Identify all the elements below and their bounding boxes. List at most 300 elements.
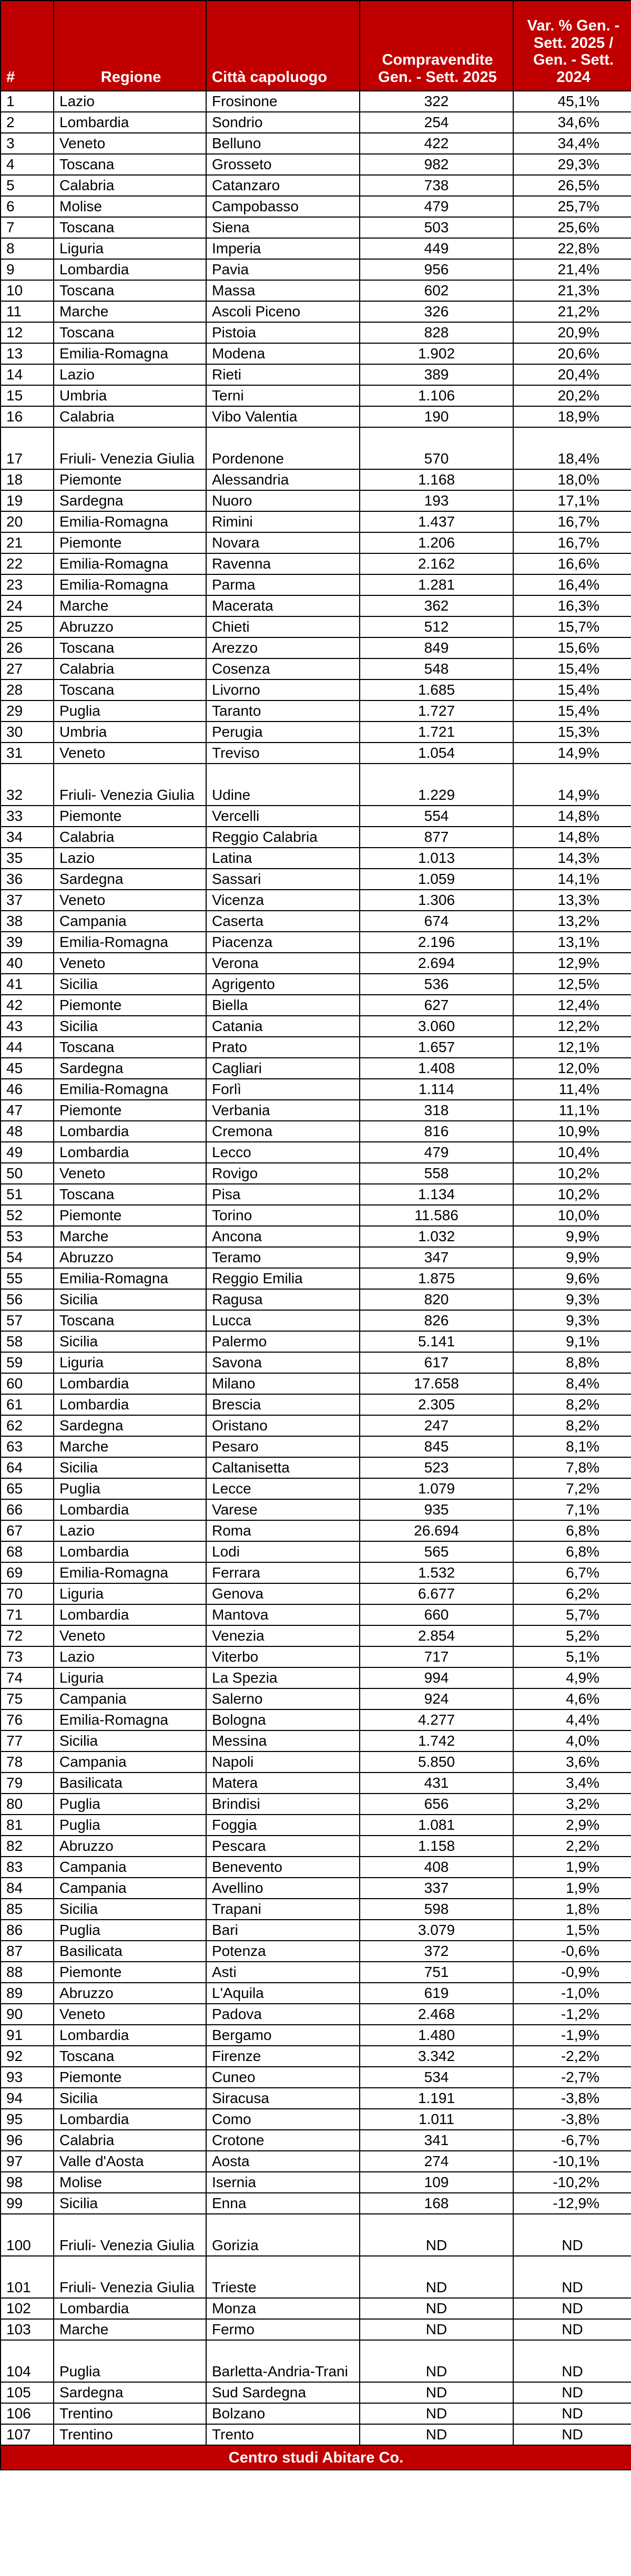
row-variation: 12,1% <box>513 1037 631 1058</box>
row-sales: 372 <box>360 1941 513 1962</box>
table-row <box>1 911 631 932</box>
row-variation: 12,4% <box>513 995 631 1016</box>
row-region: Emilia-Romagna <box>54 343 206 364</box>
table-row <box>1 1751 631 1773</box>
row-sales: 1.054 <box>360 743 513 764</box>
row-city: Rimini <box>206 511 360 532</box>
row-variation: 25,7% <box>513 196 631 217</box>
row-sales: 1.081 <box>360 1815 513 1836</box>
row-index: 65 <box>1 1478 54 1499</box>
row-index: 17 <box>1 427 54 469</box>
row-variation: 1,8% <box>513 1899 631 1920</box>
row-region: Toscana <box>54 322 206 343</box>
row-sales: 341 <box>360 2130 513 2151</box>
row-variation: 3,4% <box>513 1773 631 1794</box>
row-region: Abruzzo <box>54 1247 206 1268</box>
row-city: Trapani <box>206 1899 360 1920</box>
row-index: 93 <box>1 2067 54 2088</box>
row-region: Sicilia <box>54 1899 206 1920</box>
row-region: Abruzzo <box>54 1836 206 1857</box>
row-region: Emilia-Romagna <box>54 553 206 574</box>
row-city: Brindisi <box>206 1794 360 1815</box>
row-variation: 9,3% <box>513 1289 631 1310</box>
row-city: Sud Sardegna <box>206 2382 360 2403</box>
row-variation: 15,3% <box>513 722 631 743</box>
table-row <box>1 196 631 217</box>
row-sales: 674 <box>360 911 513 932</box>
row-variation: 9,1% <box>513 1331 631 1352</box>
row-sales: 1.685 <box>360 679 513 700</box>
table-row <box>1 1121 631 1142</box>
row-index: 50 <box>1 1163 54 1184</box>
row-city: Grosseto <box>206 154 360 175</box>
row-city: Biella <box>206 995 360 1016</box>
row-index: 71 <box>1 1604 54 1625</box>
row-region: Sardegna <box>54 869 206 890</box>
table-row <box>1 1815 631 1836</box>
row-index: 55 <box>1 1268 54 1289</box>
row-index: 53 <box>1 1226 54 1247</box>
row-sales: 956 <box>360 259 513 280</box>
row-variation: -0,9% <box>513 1962 631 1983</box>
row-region: Marche <box>54 595 206 616</box>
table-row <box>1 1058 631 1079</box>
row-city: La Spezia <box>206 1667 360 1688</box>
table-row <box>1 112 631 133</box>
row-region: Sicilia <box>54 974 206 995</box>
row-region: Sicilia <box>54 1730 206 1751</box>
row-index: 43 <box>1 1016 54 1037</box>
row-sales: 1.079 <box>360 1478 513 1499</box>
row-region: Campania <box>54 1878 206 1899</box>
table-row <box>1 1730 631 1751</box>
row-region: Piemonte <box>54 1205 206 1226</box>
row-city: Catania <box>206 1016 360 1037</box>
row-index: 81 <box>1 1815 54 1836</box>
row-index: 103 <box>1 2319 54 2340</box>
row-region: Lombardia <box>54 2298 206 2319</box>
header-index: # <box>1 1 54 91</box>
row-region: Lombardia <box>54 1499 206 1520</box>
row-index: 28 <box>1 679 54 700</box>
row-sales: 449 <box>360 238 513 259</box>
row-region: Calabria <box>54 406 206 427</box>
row-sales: 2.305 <box>360 1394 513 1415</box>
table-row <box>1 953 631 974</box>
row-city: Bergamo <box>206 2025 360 2046</box>
row-city: Mantova <box>206 1604 360 1625</box>
row-variation: 21,2% <box>513 301 631 322</box>
row-index: 46 <box>1 1079 54 1100</box>
table-row <box>1 406 631 427</box>
row-variation: 5,7% <box>513 1604 631 1625</box>
table-row <box>1 2025 631 2046</box>
row-sales: 1.408 <box>360 1058 513 1079</box>
row-index: 52 <box>1 1205 54 1226</box>
table-row <box>1 1100 631 1121</box>
row-index: 30 <box>1 722 54 743</box>
row-city: Novara <box>206 532 360 553</box>
row-city: Pordenone <box>206 427 360 469</box>
table-row <box>1 1667 631 1688</box>
table-row <box>1 1941 631 1962</box>
row-region: Umbria <box>54 385 206 406</box>
row-region: Marche <box>54 2319 206 2340</box>
row-city: Trieste <box>206 2256 360 2298</box>
row-sales: 3.342 <box>360 2046 513 2067</box>
row-variation: 20,6% <box>513 343 631 364</box>
row-city: Lecco <box>206 1142 360 1163</box>
row-region: Veneto <box>54 1163 206 1184</box>
row-variation: 16,7% <box>513 532 631 553</box>
row-region: Toscana <box>54 1310 206 1331</box>
row-index: 39 <box>1 932 54 953</box>
row-sales: 826 <box>360 1310 513 1331</box>
row-index: 97 <box>1 2151 54 2172</box>
row-index: 82 <box>1 1836 54 1857</box>
row-city: Monza <box>206 2298 360 2319</box>
row-index: 83 <box>1 1857 54 1878</box>
row-city: Genova <box>206 1583 360 1604</box>
row-region: Molise <box>54 2172 206 2193</box>
row-index: 75 <box>1 1688 54 1709</box>
table-row <box>1 1520 631 1541</box>
row-sales: 11.586 <box>360 1205 513 1226</box>
table-row <box>1 2382 631 2403</box>
table-row <box>1 932 631 953</box>
row-sales: 479 <box>360 1142 513 1163</box>
row-city: Cagliari <box>206 1058 360 1079</box>
row-region: Puglia <box>54 1920 206 1941</box>
row-variation: 15,4% <box>513 658 631 679</box>
row-region: Lombardia <box>54 1394 206 1415</box>
row-city: Cosenza <box>206 658 360 679</box>
row-index: 11 <box>1 301 54 322</box>
row-city: Venezia <box>206 1625 360 1646</box>
row-region: Piemonte <box>54 2067 206 2088</box>
row-region: Piemonte <box>54 1962 206 1983</box>
row-index: 19 <box>1 490 54 511</box>
row-region: Liguria <box>54 1583 206 1604</box>
row-region: Basilicata <box>54 1941 206 1962</box>
table-row <box>1 1184 631 1205</box>
row-sales: 617 <box>360 1352 513 1373</box>
table-row <box>1 1625 631 1646</box>
row-city: Varese <box>206 1499 360 1520</box>
row-city: Modena <box>206 343 360 364</box>
table-row <box>1 259 631 280</box>
row-region: Piemonte <box>54 806 206 827</box>
row-variation: 2,9% <box>513 1815 631 1836</box>
row-index: 92 <box>1 2046 54 2067</box>
row-city: Messina <box>206 1730 360 1751</box>
row-index: 47 <box>1 1100 54 1121</box>
row-index: 86 <box>1 1920 54 1941</box>
row-index: 14 <box>1 364 54 385</box>
row-index: 100 <box>1 2214 54 2256</box>
table-row <box>1 1962 631 1983</box>
row-index: 37 <box>1 890 54 911</box>
row-variation: 6,7% <box>513 1562 631 1583</box>
table-row <box>1 1079 631 1100</box>
row-index: 58 <box>1 1331 54 1352</box>
row-index: 4 <box>1 154 54 175</box>
row-variation: 14,8% <box>513 827 631 848</box>
row-region: Valle d'Aosta <box>54 2151 206 2172</box>
table-row <box>1 1037 631 1058</box>
row-variation: 4,9% <box>513 1667 631 1688</box>
row-index: 54 <box>1 1247 54 1268</box>
table-row <box>1 553 631 574</box>
row-sales: 816 <box>360 1121 513 1142</box>
row-variation: ND <box>513 2403 631 2424</box>
row-sales: 523 <box>360 1457 513 1478</box>
table-row <box>1 1394 631 1415</box>
row-region: Trentino <box>54 2424 206 2445</box>
table-row <box>1 848 631 869</box>
row-city: Barletta-Andria-Trani <box>206 2340 360 2382</box>
row-sales: 479 <box>360 196 513 217</box>
row-city: Aosta <box>206 2151 360 2172</box>
row-city: Fermo <box>206 2319 360 2340</box>
row-region: Campania <box>54 1751 206 1773</box>
row-sales: 1.532 <box>360 1562 513 1583</box>
row-index: 51 <box>1 1184 54 1205</box>
row-sales: 1.013 <box>360 848 513 869</box>
row-region: Toscana <box>54 154 206 175</box>
row-sales: 717 <box>360 1646 513 1667</box>
row-sales: 558 <box>360 1163 513 1184</box>
row-city: L'Aquila <box>206 1983 360 2004</box>
row-sales: 877 <box>360 827 513 848</box>
row-index: 12 <box>1 322 54 343</box>
row-index: 67 <box>1 1520 54 1541</box>
row-region: Sardegna <box>54 2382 206 2403</box>
row-region: Emilia-Romagna <box>54 1079 206 1100</box>
row-index: 88 <box>1 1962 54 1983</box>
row-index: 40 <box>1 953 54 974</box>
row-variation: -1,9% <box>513 2025 631 2046</box>
table-row <box>1 637 631 658</box>
row-region: Emilia-Romagna <box>54 1562 206 1583</box>
row-sales: 570 <box>360 427 513 469</box>
row-city: Imperia <box>206 238 360 259</box>
row-variation: -6,7% <box>513 2130 631 2151</box>
row-sales: 1.480 <box>360 2025 513 2046</box>
row-region: Veneto <box>54 2004 206 2025</box>
row-index: 59 <box>1 1352 54 1373</box>
row-sales: ND <box>360 2340 513 2382</box>
row-sales: 2.694 <box>360 953 513 974</box>
row-sales: 1.229 <box>360 764 513 806</box>
row-city: Vibo Valentia <box>206 406 360 427</box>
table-row <box>1 280 631 301</box>
table-row <box>1 995 631 1016</box>
row-region: Friuli- Venezia Giulia <box>54 764 206 806</box>
table-row <box>1 1289 631 1310</box>
row-variation: ND <box>513 2319 631 2340</box>
table-row <box>1 2067 631 2088</box>
row-region: Liguria <box>54 238 206 259</box>
row-region: Lombardia <box>54 259 206 280</box>
table-row <box>1 1478 631 1499</box>
row-city: Agrigento <box>206 974 360 995</box>
table-row <box>1 2109 631 2130</box>
row-city: Reggio Emilia <box>206 1268 360 1289</box>
row-variation: 14,9% <box>513 764 631 806</box>
row-city: Roma <box>206 1520 360 1541</box>
row-city: Lecce <box>206 1478 360 1499</box>
row-index: 23 <box>1 574 54 595</box>
row-region: Lombardia <box>54 2109 206 2130</box>
row-index: 106 <box>1 2403 54 2424</box>
row-sales: 422 <box>360 133 513 154</box>
row-index: 32 <box>1 764 54 806</box>
row-sales: 1.059 <box>360 869 513 890</box>
table-row <box>1 2088 631 2109</box>
header-sales: Compravendite Gen. - Sett. 2025 <box>360 1 513 91</box>
row-city: Teramo <box>206 1247 360 1268</box>
row-variation: -0,6% <box>513 1941 631 1962</box>
table-row <box>1 2151 631 2172</box>
row-region: Veneto <box>54 953 206 974</box>
row-index: 90 <box>1 2004 54 2025</box>
row-city: Crotone <box>206 2130 360 2151</box>
table-row <box>1 2319 631 2340</box>
row-region: Sardegna <box>54 1058 206 1079</box>
row-variation: ND <box>513 2382 631 2403</box>
row-city: Rieti <box>206 364 360 385</box>
row-region: Lombardia <box>54 1373 206 1394</box>
table-row <box>1 427 631 469</box>
row-variation: 16,6% <box>513 553 631 574</box>
row-region: Friuli- Venezia Giulia <box>54 2256 206 2298</box>
row-region: Lazio <box>54 848 206 869</box>
row-region: Toscana <box>54 280 206 301</box>
table-row <box>1 1836 631 1857</box>
row-city: Verbania <box>206 1100 360 1121</box>
row-region: Abruzzo <box>54 1983 206 2004</box>
row-variation: 21,4% <box>513 259 631 280</box>
table-row <box>1 1646 631 1667</box>
table-row <box>1 364 631 385</box>
row-index: 20 <box>1 511 54 532</box>
row-sales: 168 <box>360 2193 513 2214</box>
row-index: 36 <box>1 869 54 890</box>
table-row <box>1 1163 631 1184</box>
row-sales: 1.657 <box>360 1037 513 1058</box>
row-region: Marche <box>54 1226 206 1247</box>
row-variation: 14,9% <box>513 743 631 764</box>
row-sales: 5.850 <box>360 1751 513 1773</box>
table-row <box>1 743 631 764</box>
row-variation: 18,9% <box>513 406 631 427</box>
row-sales: 17.658 <box>360 1373 513 1394</box>
row-region: Piemonte <box>54 469 206 490</box>
row-city: Parma <box>206 574 360 595</box>
row-city: Pisa <box>206 1184 360 1205</box>
row-city: Salerno <box>206 1688 360 1709</box>
row-region: Sicilia <box>54 2088 206 2109</box>
row-sales: 751 <box>360 1962 513 1983</box>
row-city: Avellino <box>206 1878 360 1899</box>
row-index: 45 <box>1 1058 54 1079</box>
row-city: Sassari <box>206 869 360 890</box>
row-index: 24 <box>1 595 54 616</box>
row-variation: 11,4% <box>513 1079 631 1100</box>
row-sales: 1.191 <box>360 2088 513 2109</box>
row-index: 15 <box>1 385 54 406</box>
table-row <box>1 1415 631 1436</box>
row-index: 49 <box>1 1142 54 1163</box>
row-sales: 1.306 <box>360 890 513 911</box>
row-index: 29 <box>1 700 54 722</box>
row-region: Liguria <box>54 1667 206 1688</box>
row-city: Livorno <box>206 679 360 700</box>
row-index: 105 <box>1 2382 54 2403</box>
row-sales: 337 <box>360 1878 513 1899</box>
row-city: Isernia <box>206 2172 360 2193</box>
row-city: Chieti <box>206 616 360 637</box>
row-sales: 2.196 <box>360 932 513 953</box>
row-variation: 3,2% <box>513 1794 631 1815</box>
row-index: 44 <box>1 1037 54 1058</box>
row-variation: 20,4% <box>513 364 631 385</box>
row-region: Sardegna <box>54 490 206 511</box>
row-region: Piemonte <box>54 995 206 1016</box>
row-index: 13 <box>1 343 54 364</box>
row-sales: 1.206 <box>360 532 513 553</box>
row-city: Perugia <box>206 722 360 743</box>
row-variation: 29,3% <box>513 154 631 175</box>
table-row <box>1 385 631 406</box>
row-index: 76 <box>1 1709 54 1730</box>
row-city: Oristano <box>206 1415 360 1436</box>
table-row <box>1 2256 631 2298</box>
row-sales: 3.079 <box>360 1920 513 1941</box>
row-index: 102 <box>1 2298 54 2319</box>
row-region: Lombardia <box>54 1541 206 1562</box>
row-city: Rovigo <box>206 1163 360 1184</box>
row-variation: 9,9% <box>513 1226 631 1247</box>
row-city: Como <box>206 2109 360 2130</box>
row-sales: 1.875 <box>360 1268 513 1289</box>
row-sales: 247 <box>360 1415 513 1436</box>
row-region: Veneto <box>54 743 206 764</box>
row-variation: 1,5% <box>513 1920 631 1941</box>
row-sales: 254 <box>360 112 513 133</box>
row-variation: 13,3% <box>513 890 631 911</box>
row-city: Latina <box>206 848 360 869</box>
row-sales: ND <box>360 2382 513 2403</box>
row-variation: 4,6% <box>513 1688 631 1709</box>
row-index: 99 <box>1 2193 54 2214</box>
row-city: Udine <box>206 764 360 806</box>
table-row <box>1 1899 631 1920</box>
row-index: 9 <box>1 259 54 280</box>
row-city: Prato <box>206 1037 360 1058</box>
row-index: 25 <box>1 616 54 637</box>
row-sales: 190 <box>360 406 513 427</box>
table-row <box>1 827 631 848</box>
row-variation: ND <box>513 2214 631 2256</box>
row-variation: 15,4% <box>513 679 631 700</box>
row-sales: ND <box>360 2256 513 2298</box>
table-row <box>1 595 631 616</box>
row-region: Toscana <box>54 1037 206 1058</box>
row-city: Cremona <box>206 1121 360 1142</box>
row-sales: 994 <box>360 1667 513 1688</box>
